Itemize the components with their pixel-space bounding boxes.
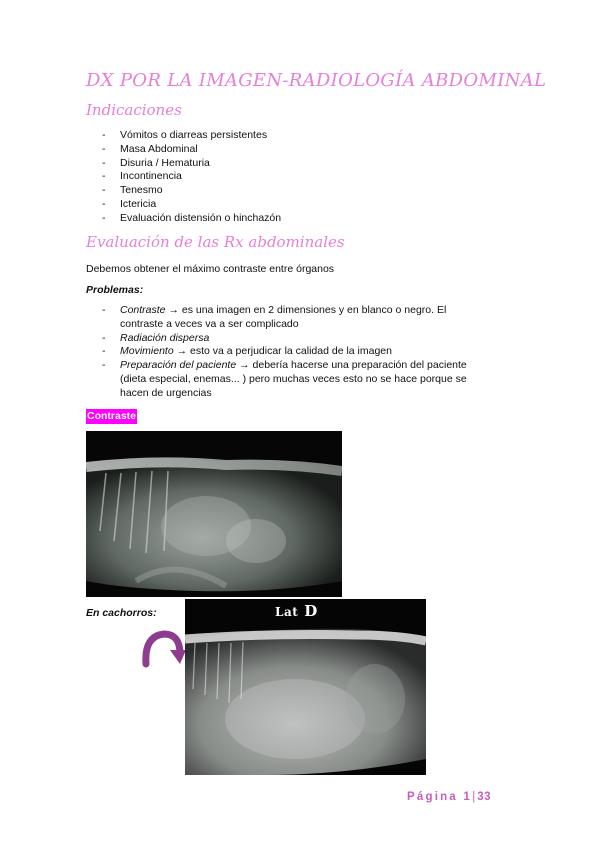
page-total: 33 (477, 791, 492, 803)
page-number: 1 (463, 791, 471, 803)
list-item: - Incontinencia (100, 170, 281, 184)
intro-paragraph: Debemos obtener el máximo contraste entre órganos (86, 263, 335, 275)
list-item: - Vómitos o diarreas persistentes (100, 129, 281, 143)
puppy-xray-image (185, 599, 426, 775)
problemas-label: Problemas: (86, 284, 144, 296)
list-item: - Masa Abdominal (100, 143, 281, 157)
page-separator: | (472, 791, 476, 803)
section-heading-indicaciones: Indicaciones (86, 101, 182, 119)
section-heading-evaluacion: Evaluación de las Rx abdominales (86, 233, 345, 251)
list-item: - Disuria / Hematuria (100, 157, 281, 171)
indicaciones-list (100, 129, 281, 226)
list-item: - Evaluación distensión o hinchazón (100, 212, 281, 226)
xray-illustration (185, 599, 426, 775)
list-item: - Radiación dispersa (100, 332, 480, 346)
curved-arrow-icon (140, 626, 188, 668)
page-footer (407, 791, 491, 803)
cachorros-label: En cachorros: (86, 607, 157, 619)
page-word: Página (407, 791, 458, 803)
xray-view-label: Lat D (275, 602, 318, 620)
list-item: - Ictericia (100, 198, 281, 212)
list-item: - Tenesmo (100, 184, 281, 198)
problemas-list (100, 304, 480, 401)
abdominal-xray-image (86, 431, 342, 597)
contraste-highlight: Contraste (87, 410, 137, 422)
list-item: - Preparación del paciente → debería hacerse una preparación del paciente (dieta especial, enemas... ) pero muchas veces esto no se hace porque se hacen de urgencias (100, 359, 480, 400)
list-item: - Contraste → es una imagen en 2 dimensiones y en blanco o negro. El contraste a veces va a ser complicado (100, 304, 480, 332)
page-title: DX POR LA IMAGEN-RADIOLOGÍA ABDOMINAL (86, 70, 547, 91)
xray-illustration (86, 431, 342, 597)
list-item: - Movimiento → esto va a perjudicar la calidad de la imagen (100, 345, 480, 359)
